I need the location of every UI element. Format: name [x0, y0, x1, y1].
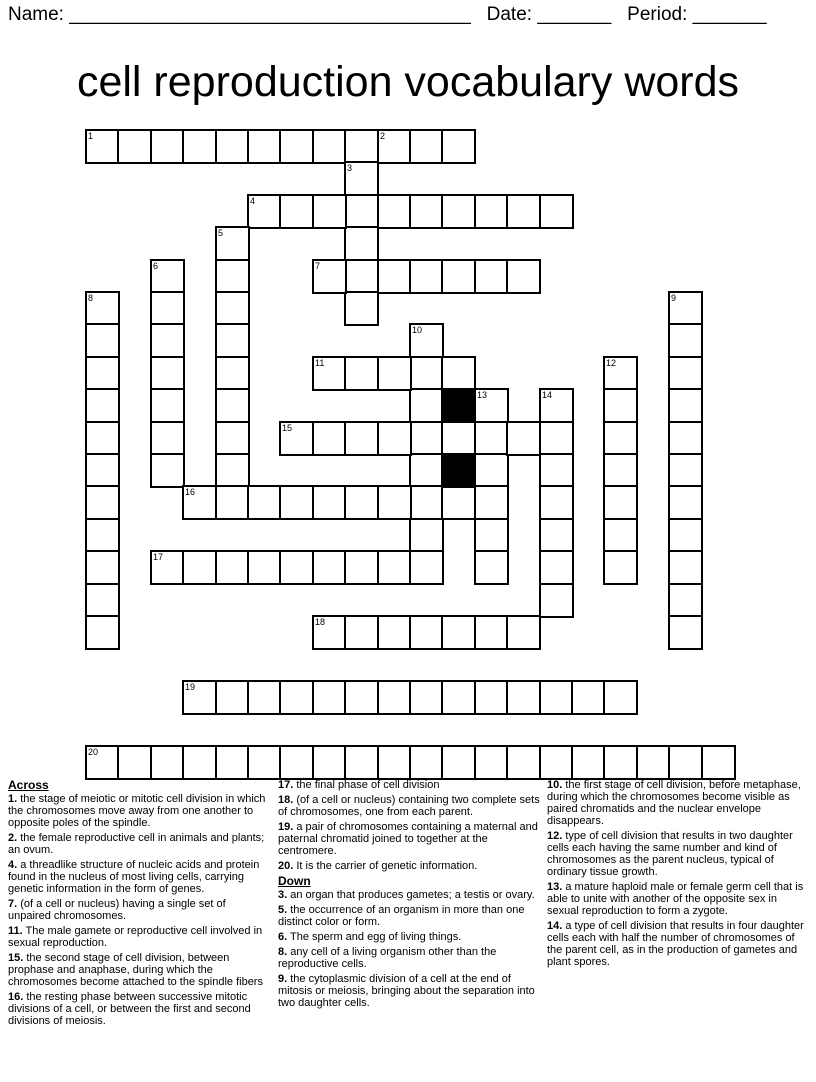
grid-cell[interactable]	[474, 485, 509, 520]
grid-cell[interactable]	[215, 745, 250, 780]
clue-across-17: 17. the final phase of cell division	[278, 779, 440, 791]
grid-cell[interactable]	[377, 259, 412, 294]
grid-cell[interactable]	[150, 388, 185, 423]
grid-cell[interactable]	[668, 485, 703, 520]
grid-cell[interactable]	[85, 518, 120, 553]
clue-number: 19	[185, 682, 196, 692]
grid-cell[interactable]	[409, 485, 444, 520]
grid-cell[interactable]	[182, 745, 217, 780]
grid-cell[interactable]	[668, 518, 703, 553]
grid-cell[interactable]	[409, 745, 444, 780]
grid-cell[interactable]	[636, 745, 671, 780]
clue-down-12: 12. type of cell division that results in two daughter cells each having the same number and kind of chromosomes as the parent nucleus, typical of ordinary tissue growth.	[547, 830, 793, 878]
clue-number: 11	[315, 358, 325, 368]
grid-cell[interactable]	[668, 550, 703, 585]
grid-cell[interactable]	[603, 356, 638, 391]
clue-number: 12	[606, 358, 617, 368]
grid-cell[interactable]	[215, 291, 250, 326]
grid-cell[interactable]	[344, 129, 379, 164]
grid-cell[interactable]	[441, 194, 476, 229]
grid-cell[interactable]	[279, 680, 314, 715]
grid-cell[interactable]	[182, 550, 217, 585]
grid-cell[interactable]	[117, 745, 152, 780]
grid-cell[interactable]	[85, 388, 120, 423]
grid-cell[interactable]	[539, 518, 574, 553]
grid-cell[interactable]	[441, 615, 476, 650]
grid-cell[interactable]	[668, 388, 703, 423]
grid-cell[interactable]	[474, 745, 509, 780]
grid-cell[interactable]	[441, 259, 476, 294]
grid-cell[interactable]	[441, 745, 476, 780]
clue-number: 18	[315, 617, 326, 627]
grid-cell[interactable]	[117, 129, 152, 164]
grid-cell[interactable]	[182, 129, 217, 164]
clue-column-3	[547, 779, 805, 971]
clue-number: 8	[88, 293, 94, 303]
clue-across-2: 2. the female reproductive cell in animals and plants; an ovum.	[8, 832, 265, 856]
clue-number: 13	[477, 390, 488, 400]
grid-cell[interactable]	[474, 421, 509, 456]
clue-down-3: 3. an organ that produces gametes; a testis or ovary.	[278, 889, 535, 901]
grid-cell[interactable]	[247, 485, 282, 520]
grid-cell[interactable]	[668, 583, 703, 618]
grid-cell[interactable]	[312, 129, 347, 164]
grid-cell[interactable]	[603, 453, 638, 488]
grid-cell[interactable]	[409, 129, 444, 164]
grid-cell[interactable]	[539, 421, 574, 456]
grid-cell[interactable]	[85, 323, 120, 358]
grid-cell[interactable]	[377, 680, 412, 715]
grid-cell[interactable]	[668, 356, 703, 391]
grid-cell[interactable]	[279, 745, 314, 780]
grid-cell[interactable]	[150, 550, 185, 585]
grid-cell[interactable]	[474, 680, 509, 715]
date-field-label[interactable]: Date: _______	[486, 4, 612, 25]
grid-cell[interactable]	[344, 550, 379, 585]
clue-number: 17	[153, 552, 164, 562]
grid-cell[interactable]	[344, 259, 379, 294]
grid-cell[interactable]	[506, 615, 541, 650]
grid-cell[interactable]	[344, 291, 379, 326]
grid-cell[interactable]	[409, 388, 444, 423]
grid-cell[interactable]	[441, 356, 476, 391]
grid-cell[interactable]	[182, 485, 217, 520]
grid-cell[interactable]	[344, 745, 379, 780]
grid-cell[interactable]	[312, 550, 347, 585]
grid-cell[interactable]	[344, 615, 379, 650]
grid-cell[interactable]	[474, 550, 509, 585]
grid-cell[interactable]	[603, 421, 638, 456]
grid-cell[interactable]	[85, 453, 120, 488]
grid-cell[interactable]	[409, 615, 444, 650]
grid-cell[interactable]	[215, 421, 250, 456]
grid-cell[interactable]	[215, 129, 250, 164]
grid-cell[interactable]	[441, 680, 476, 715]
grid-cell[interactable]	[474, 388, 509, 423]
grid-cell[interactable]	[409, 453, 444, 488]
clue-number: 5	[218, 228, 224, 238]
grid-cell[interactable]	[603, 485, 638, 520]
clue-across-4: 4. a threadlike structure of nucleic acids and protein found in the nucleus of most living cells, carrying genetic information in the form of genes.	[8, 859, 260, 895]
grid-cell[interactable]	[279, 129, 314, 164]
grid-cell[interactable]	[409, 680, 444, 715]
clue-number: 4	[250, 196, 256, 206]
grid-cell[interactable]	[85, 129, 120, 164]
grid-cell[interactable]	[474, 615, 509, 650]
grid-cell[interactable]	[474, 194, 509, 229]
grid-cell[interactable]	[150, 421, 185, 456]
grid-cell[interactable]	[441, 485, 476, 520]
grid-cell[interactable]	[539, 194, 574, 229]
grid-cell[interactable]	[539, 453, 574, 488]
grid-cell[interactable]	[539, 680, 574, 715]
grid-cell[interactable]	[409, 550, 444, 585]
grid-cell[interactable]	[603, 550, 638, 585]
grid-cell[interactable]	[312, 615, 347, 650]
grid-cell[interactable]	[312, 745, 347, 780]
grid-cell[interactable]	[312, 485, 347, 520]
grid-cell[interactable]	[506, 259, 541, 294]
grid-cell[interactable]	[215, 356, 250, 391]
grid-cell[interactable]	[377, 745, 412, 780]
grid-cell[interactable]	[312, 680, 347, 715]
grid-cell[interactable]	[215, 259, 250, 294]
clue-number: 3	[347, 163, 353, 173]
clue-across-16: 16. the resting phase between successive mitotic divisions of a cell, or between the first and second divisions of meiosis.	[8, 991, 251, 1027]
grid-cell[interactable]	[409, 518, 444, 553]
grid-cell[interactable]	[150, 291, 185, 326]
grid-cell[interactable]	[506, 745, 541, 780]
clue-down-10: 10. the first stage of cell division, before metaphase, during which the chromosomes become visible as paired chromatids and the nuclear envelope disappears.	[547, 779, 801, 827]
grid-cell[interactable]	[215, 485, 250, 520]
clue-across-15: 15. the second stage of cell division, between prophase and anaphase, during which the chromosomes become attached to the spindle fibers	[8, 952, 263, 988]
grid-cell[interactable]	[150, 356, 185, 391]
grid-cell[interactable]	[603, 518, 638, 553]
clue-number: 7	[315, 261, 321, 271]
grid-cell[interactable]	[441, 129, 476, 164]
down-heading: Down	[278, 874, 311, 888]
grid-cell[interactable]	[279, 550, 314, 585]
grid-cell[interactable]	[85, 421, 120, 456]
clue-across-11: 11. The male gamete or reproductive cell involved in sexual reproduction.	[8, 925, 263, 949]
clue-down-6: 6. The sperm and egg of living things.	[278, 931, 462, 943]
grid-cell[interactable]	[150, 129, 185, 164]
grid-cell[interactable]	[474, 259, 509, 294]
clue-number: 2	[380, 131, 386, 141]
grid-cell[interactable]	[539, 388, 574, 423]
grid-cell[interactable]	[344, 680, 379, 715]
grid-cell[interactable]	[701, 745, 736, 780]
grid-cell[interactable]	[279, 421, 314, 456]
clue-down-14: 14. a type of cell division that results in four daughter cells each with half the number of chromosomes of the parent cell, as in the production of gametes and plant spores.	[547, 920, 804, 968]
clue-across-1: 1. the stage of meiotic or mitotic cell division in which the chromosomes move away from one another to opposite poles of the spindle.	[8, 793, 266, 829]
grid-cell[interactable]	[441, 421, 476, 456]
grid-cell[interactable]	[344, 161, 379, 196]
grid-cell[interactable]	[215, 226, 250, 261]
black-cell	[441, 453, 476, 488]
grid-cell[interactable]	[409, 356, 444, 391]
grid-cell[interactable]	[247, 194, 282, 229]
grid-cell[interactable]	[150, 453, 185, 488]
grid-cell[interactable]	[247, 745, 282, 780]
grid-cell[interactable]	[312, 356, 347, 391]
grid-cell[interactable]	[603, 388, 638, 423]
clue-across-7: 7. (of a cell or nucleus) having a single set of unpaired chromosomes.	[8, 898, 226, 922]
clue-number: 16	[185, 487, 196, 497]
grid-cell[interactable]	[377, 485, 412, 520]
clue-column-2	[278, 779, 540, 1012]
grid-cell[interactable]	[474, 518, 509, 553]
grid-cell[interactable]	[312, 259, 347, 294]
grid-cell[interactable]	[344, 485, 379, 520]
grid-cell[interactable]	[215, 323, 250, 358]
grid-cell[interactable]	[150, 745, 185, 780]
grid-cell[interactable]	[215, 550, 250, 585]
clue-column-1	[8, 779, 270, 1030]
grid-cell[interactable]	[312, 194, 347, 229]
clue-down-5: 5. the occurrence of an organism in more than one distinct color or form.	[278, 904, 525, 928]
clue-across-20: 20. It is the carrier of genetic information.	[278, 860, 478, 872]
grid-cell[interactable]	[409, 194, 444, 229]
grid-cell[interactable]	[377, 421, 412, 456]
grid-cell[interactable]	[85, 583, 120, 618]
grid-cell[interactable]	[409, 259, 444, 294]
grid-cell[interactable]	[85, 745, 120, 780]
grid-cell[interactable]	[474, 453, 509, 488]
grid-cell[interactable]	[85, 615, 120, 650]
grid-cell[interactable]	[377, 129, 412, 164]
grid-cell[interactable]	[571, 680, 606, 715]
grid-cell[interactable]	[539, 745, 574, 780]
name-field-label[interactable]: Name: ______________________________________	[8, 4, 471, 25]
grid-cell[interactable]	[668, 615, 703, 650]
grid-cell[interactable]	[215, 680, 250, 715]
clue-across-18: 18. (of a cell or nucleus) containing two complete sets of chromosomes, one from each parent.	[278, 794, 540, 818]
grid-cell[interactable]	[247, 680, 282, 715]
grid-cell[interactable]	[312, 421, 347, 456]
grid-cell[interactable]	[539, 485, 574, 520]
grid-cell[interactable]	[377, 550, 412, 585]
grid-cell[interactable]	[85, 485, 120, 520]
clue-number: 1	[88, 131, 94, 141]
page-title: cell reproduction vocabulary words	[76, 58, 740, 106]
grid-cell[interactable]	[150, 259, 185, 294]
grid-cell[interactable]	[409, 323, 444, 358]
grid-cell[interactable]	[150, 323, 185, 358]
grid-cell[interactable]	[539, 550, 574, 585]
period-field-label[interactable]: Period: _______	[627, 4, 767, 25]
clue-number: 10	[412, 325, 423, 335]
grid-cell[interactable]	[344, 421, 379, 456]
grid-cell[interactable]	[668, 453, 703, 488]
grid-cell[interactable]	[506, 421, 541, 456]
grid-cell[interactable]	[279, 485, 314, 520]
grid-cell[interactable]	[668, 745, 703, 780]
grid-cell[interactable]	[506, 680, 541, 715]
grid-cell[interactable]	[571, 745, 606, 780]
grid-cell[interactable]	[603, 745, 638, 780]
grid-cell[interactable]	[668, 323, 703, 358]
grid-cell[interactable]	[279, 194, 314, 229]
grid-cell[interactable]	[344, 356, 379, 391]
grid-cell[interactable]	[506, 194, 541, 229]
grid-cell[interactable]	[377, 615, 412, 650]
grid-cell[interactable]	[409, 421, 444, 456]
across-heading: Across	[8, 778, 49, 792]
grid-cell[interactable]	[344, 226, 379, 261]
grid-cell[interactable]	[182, 680, 217, 715]
grid-cell[interactable]	[377, 194, 412, 229]
clue-number: 20	[88, 747, 99, 757]
grid-cell[interactable]	[247, 129, 282, 164]
clue-across-19: 19. a pair of chromosomes containing a maternal and paternal chromatid joined to together at the centromere.	[278, 821, 538, 857]
grid-cell[interactable]	[85, 356, 120, 391]
grid-cell[interactable]	[668, 291, 703, 326]
grid-cell[interactable]	[215, 453, 250, 488]
clue-down-9: 9. the cytoplasmic division of a cell at the end of mitosis or meiosis, bringing about the separation into two daughter cells.	[278, 973, 535, 1009]
clue-number: 6	[153, 261, 159, 271]
grid-cell[interactable]	[215, 388, 250, 423]
grid-cell[interactable]	[668, 421, 703, 456]
clue-number: 9	[671, 293, 677, 303]
grid-cell[interactable]	[344, 194, 379, 229]
grid-cell[interactable]	[85, 291, 120, 326]
grid-cell[interactable]	[377, 356, 412, 391]
grid-cell[interactable]	[603, 680, 638, 715]
clue-number: 15	[282, 423, 293, 433]
clue-down-8: 8. any cell of a living organism other than the reproductive cells.	[278, 946, 497, 970]
grid-cell[interactable]	[539, 583, 574, 618]
clue-down-13: 13. a mature haploid male or female germ cell that is able to unite with another of the opposite sex in sexual reproduction to form a zygote.	[547, 881, 804, 917]
black-cell	[441, 388, 476, 423]
clue-number: 14	[542, 390, 553, 400]
grid-cell[interactable]	[85, 550, 120, 585]
grid-cell[interactable]	[247, 550, 282, 585]
